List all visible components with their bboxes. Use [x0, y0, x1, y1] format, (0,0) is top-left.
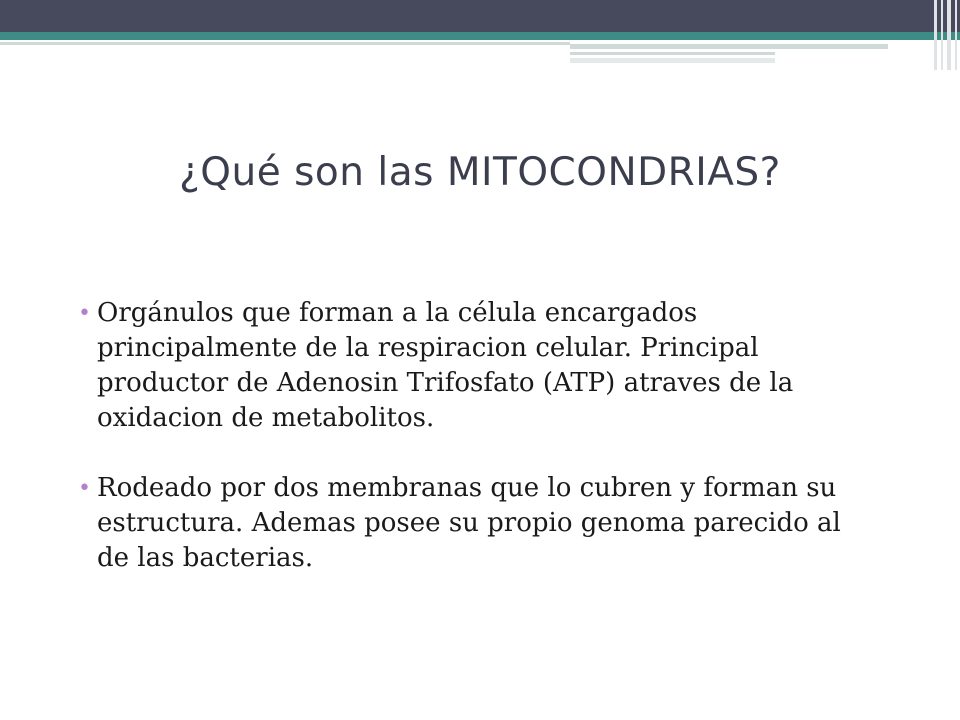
- header-band-teal: [0, 32, 960, 40]
- header-band-dark: [0, 0, 960, 32]
- bullet-item: [78, 296, 878, 436]
- bullet-text: Orgánulos que forman a la célula encargados principalmente de la respiracion celular. Principal productor de Adenosin Trifosfato (ATP) atraves de la oxidacion de metabolitos.: [97, 298, 794, 433]
- bullet-text: Rodeado por dos membranas que lo cubren y forman su estructura. Ademas posee su propio genoma parecido al de las bacterias.: [97, 473, 841, 573]
- header-line: [570, 52, 775, 55]
- bullet-marker: •: [78, 301, 91, 326]
- header-corner-decoration: [932, 0, 960, 70]
- header-line: [0, 42, 570, 45]
- header-line: [570, 58, 775, 63]
- bullet-item: [78, 471, 878, 576]
- slide-title: ¿Qué son las MITOCONDRIAS?: [179, 150, 781, 195]
- bullet-marker: •: [78, 476, 91, 501]
- header-line: [570, 44, 888, 49]
- bullet-list: [78, 296, 878, 611]
